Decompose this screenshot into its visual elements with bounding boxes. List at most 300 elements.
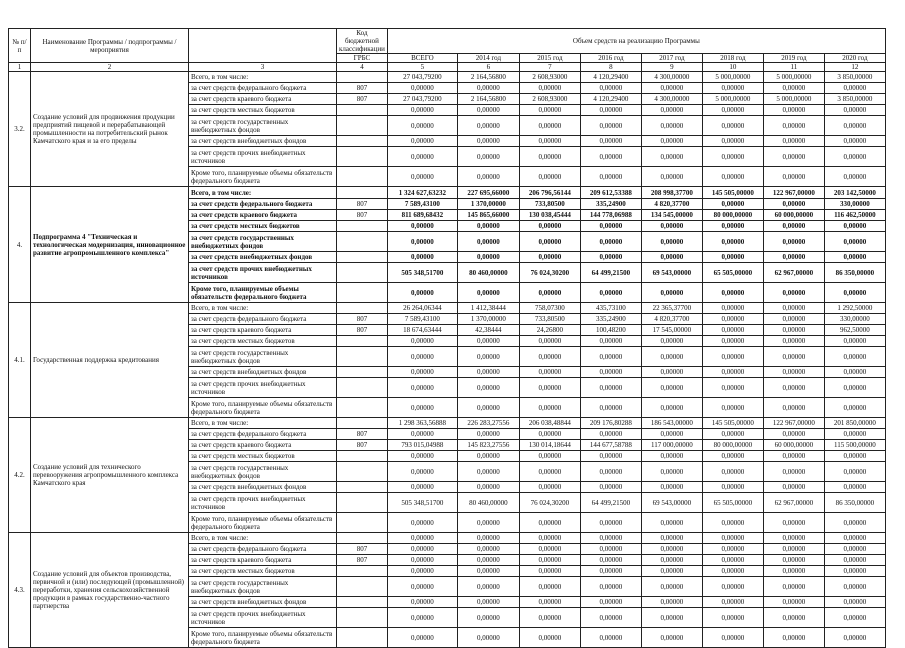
amount-cell: 1 370,00000 [457, 314, 519, 325]
amount-cell: 0,00000 [763, 482, 824, 493]
amount-cell: 0,00000 [387, 482, 457, 493]
budget-table [8, 28, 886, 648]
amount-cell: 0,00000 [580, 398, 641, 418]
funding-source-label: за счет средств местных бюджетов [189, 336, 337, 347]
amount-cell: 0,00000 [457, 147, 519, 167]
amount-cell: 0,00000 [519, 232, 580, 252]
amount-cell: 0,00000 [702, 147, 763, 167]
funding-source-label: за счет средств краевого бюджета [189, 210, 337, 221]
amount-cell: 2 608,93000 [519, 94, 580, 105]
amount-cell: 1 412,38444 [457, 303, 519, 314]
amount-cell: 0,00000 [457, 252, 519, 263]
amount-cell: 1 298 363,56888 [387, 418, 457, 429]
col-number: 8 [580, 63, 641, 72]
amount-cell: 0,00000 [387, 513, 457, 533]
col-number: 2 [31, 63, 189, 72]
amount-cell: 0,00000 [824, 451, 885, 462]
table-row [9, 303, 886, 314]
header-col-money: Объем средств на реализацию Программы [387, 29, 885, 54]
amount-cell: 0,00000 [580, 482, 641, 493]
funding-source-label: за счет средств внебюджетных фондов [189, 136, 337, 147]
amount-cell: 0,00000 [519, 116, 580, 136]
amount-cell: 0,00000 [763, 83, 824, 94]
amount-cell: 0,00000 [641, 116, 702, 136]
amount-cell: 0,00000 [457, 221, 519, 232]
amount-cell: 3 850,00000 [824, 94, 885, 105]
amount-cell: 0,00000 [387, 533, 457, 544]
funding-source-label: за счет средств государственных внебюджетных фондов [189, 347, 337, 367]
amount-cell: 0,00000 [387, 232, 457, 252]
amount-cell: 76 024,30200 [519, 263, 580, 283]
amount-cell: 0,00000 [457, 451, 519, 462]
amount-cell: 0,00000 [763, 628, 824, 648]
grbs-code [337, 513, 388, 533]
amount-cell: 0,00000 [457, 608, 519, 628]
amount-cell: 0,00000 [387, 336, 457, 347]
grbs-code [337, 577, 388, 597]
amount-cell: 0,00000 [702, 167, 763, 187]
amount-cell: 42,38444 [457, 325, 519, 336]
amount-cell: 0,00000 [580, 429, 641, 440]
amount-cell: 0,00000 [457, 544, 519, 555]
funding-source-label: Кроме того, планируемые объемы обязательств федерального бюджета [189, 283, 337, 303]
amount-cell: 0,00000 [824, 597, 885, 608]
measure-number: 4.1. [9, 303, 31, 418]
header-year: 2020 год [824, 54, 885, 63]
funding-source-label: за счет средств краевого бюджета [189, 94, 337, 105]
amount-cell: 209 612,53388 [580, 187, 641, 199]
header-row-1 [9, 29, 886, 54]
grbs-code [337, 187, 388, 199]
amount-cell: 5 000,00000 [702, 94, 763, 105]
grbs-code [337, 232, 388, 252]
amount-cell: 0,00000 [763, 398, 824, 418]
amount-cell: 0,00000 [457, 429, 519, 440]
amount-cell: 0,00000 [763, 555, 824, 566]
header-year: 2015 год [519, 54, 580, 63]
amount-cell: 0,00000 [457, 136, 519, 147]
grbs-code [337, 303, 388, 314]
funding-source-label: за счет средств краевого бюджета [189, 440, 337, 451]
amount-cell: 0,00000 [387, 378, 457, 398]
funding-source-label: Всего, в том числе: [189, 418, 337, 429]
amount-cell: 0,00000 [519, 147, 580, 167]
amount-cell: 0,00000 [763, 199, 824, 210]
amount-cell: 0,00000 [519, 451, 580, 462]
amount-cell: 0,00000 [519, 544, 580, 555]
amount-cell: 0,00000 [457, 628, 519, 648]
amount-cell: 0,00000 [580, 336, 641, 347]
grbs-code: 807 [337, 555, 388, 566]
amount-cell: 208 998,37700 [641, 187, 702, 199]
amount-cell: 62 967,00000 [763, 263, 824, 283]
amount-cell: 0,00000 [580, 608, 641, 628]
funding-source-label: за счет средств краевого бюджета [189, 555, 337, 566]
amount-cell: 0,00000 [519, 378, 580, 398]
amount-cell: 330,00000 [824, 199, 885, 210]
amount-cell: 0,00000 [457, 462, 519, 482]
measure-name: Подпрограмма 4 "Техническая и технологическая модернизация, инновационное развитие агропромышленного комплекса" [31, 187, 189, 303]
grbs-code [337, 105, 388, 116]
amount-cell: 0,00000 [387, 577, 457, 597]
amount-cell: 0,00000 [580, 347, 641, 367]
amount-cell: 0,00000 [763, 105, 824, 116]
amount-cell: 60 000,00000 [763, 440, 824, 451]
grbs-code: 807 [337, 314, 388, 325]
grbs-code: 807 [337, 199, 388, 210]
grbs-code [337, 378, 388, 398]
funding-source-label: за счет средств прочих внебюджетных источников [189, 493, 337, 513]
amount-cell: 64 499,21500 [580, 493, 641, 513]
amount-cell: 733,80500 [519, 314, 580, 325]
amount-cell: 0,00000 [763, 577, 824, 597]
amount-cell: 62 967,00000 [763, 493, 824, 513]
amount-cell: 0,00000 [519, 429, 580, 440]
amount-cell: 86 350,00000 [824, 263, 885, 283]
amount-cell: 4 120,29400 [580, 72, 641, 83]
amount-cell: 0,00000 [824, 147, 885, 167]
grbs-code [337, 418, 388, 429]
amount-cell: 24,26800 [519, 325, 580, 336]
amount-cell: 80 460,00000 [457, 263, 519, 283]
amount-cell: 0,00000 [824, 378, 885, 398]
funding-source-label: за счет средств внебюджетных фондов [189, 482, 337, 493]
amount-cell: 144 677,58788 [580, 440, 641, 451]
amount-cell: 0,00000 [702, 347, 763, 367]
funding-source-label: Кроме того, планируемые объемы обязательств федерального бюджета [189, 167, 337, 187]
amount-cell: 0,00000 [519, 608, 580, 628]
funding-source-label: за счет средств прочих внебюджетных источников [189, 147, 337, 167]
amount-cell: 0,00000 [457, 105, 519, 116]
amount-cell: 65 505,00000 [702, 493, 763, 513]
amount-cell: 0,00000 [641, 462, 702, 482]
amount-cell: 0,00000 [519, 482, 580, 493]
amount-cell: 80 000,00000 [702, 440, 763, 451]
amount-cell: 0,00000 [824, 367, 885, 378]
amount-cell: 0,00000 [387, 347, 457, 367]
amount-cell: 86 350,00000 [824, 493, 885, 513]
amount-cell: 60 000,00000 [763, 210, 824, 221]
amount-cell: 0,00000 [763, 566, 824, 577]
amount-cell: 0,00000 [702, 462, 763, 482]
amount-cell: 0,00000 [763, 608, 824, 628]
amount-cell: 0,00000 [763, 451, 824, 462]
amount-cell: 0,00000 [457, 566, 519, 577]
grbs-code [337, 167, 388, 187]
amount-cell: 22 365,37700 [641, 303, 702, 314]
col-number: 3 [189, 63, 337, 72]
amount-cell: 0,00000 [763, 167, 824, 187]
funding-source-label: Всего, в том числе: [189, 533, 337, 544]
grbs-code [337, 451, 388, 462]
amount-cell: 122 967,00000 [763, 187, 824, 199]
amount-cell: 5 000,00000 [702, 72, 763, 83]
amount-cell: 0,00000 [641, 597, 702, 608]
amount-cell: 0,00000 [641, 628, 702, 648]
amount-cell: 0,00000 [702, 252, 763, 263]
grbs-code: 807 [337, 429, 388, 440]
header-numbering-row [9, 63, 886, 72]
amount-cell: 3 850,00000 [824, 72, 885, 83]
amount-cell: 0,00000 [519, 533, 580, 544]
grbs-code [337, 283, 388, 303]
amount-cell: 0,00000 [641, 482, 702, 493]
amount-cell: 0,00000 [641, 429, 702, 440]
amount-cell: 793 015,04988 [387, 440, 457, 451]
amount-cell: 0,00000 [580, 367, 641, 378]
amount-cell: 209 176,80288 [580, 418, 641, 429]
amount-cell: 0,00000 [702, 303, 763, 314]
table-row [9, 187, 886, 199]
amount-cell: 0,00000 [641, 608, 702, 628]
amount-cell: 0,00000 [387, 608, 457, 628]
funding-source-label: за счет средств прочих внебюджетных источников [189, 263, 337, 283]
amount-cell: 80 000,00000 [702, 210, 763, 221]
amount-cell: 0,00000 [519, 347, 580, 367]
amount-cell: 0,00000 [641, 367, 702, 378]
amount-cell: 0,00000 [641, 147, 702, 167]
budget-sheet [8, 28, 886, 648]
amount-cell: 0,00000 [641, 336, 702, 347]
grbs-code [337, 336, 388, 347]
header-year: 2019 год [763, 54, 824, 63]
grbs-code: 807 [337, 544, 388, 555]
grbs-code [337, 566, 388, 577]
amount-cell: 0,00000 [824, 577, 885, 597]
measure-number: 3.2. [9, 72, 31, 187]
grbs-code [337, 367, 388, 378]
amount-cell: 0,00000 [457, 83, 519, 94]
amount-cell: 505 348,51700 [387, 263, 457, 283]
amount-cell: 100,48200 [580, 325, 641, 336]
amount-cell: 0,00000 [387, 147, 457, 167]
grbs-code [337, 147, 388, 167]
amount-cell: 0,00000 [387, 628, 457, 648]
amount-cell: 0,00000 [519, 105, 580, 116]
amount-cell: 0,00000 [702, 566, 763, 577]
amount-cell: 0,00000 [702, 199, 763, 210]
amount-cell: 0,00000 [519, 398, 580, 418]
amount-cell: 0,00000 [457, 482, 519, 493]
amount-cell: 0,00000 [387, 451, 457, 462]
grbs-code [337, 482, 388, 493]
amount-cell: 962,50000 [824, 325, 885, 336]
table-row [9, 533, 886, 544]
amount-cell: 0,00000 [457, 398, 519, 418]
funding-source-label: за счет средств федерального бюджета [189, 314, 337, 325]
amount-cell: 0,00000 [824, 167, 885, 187]
amount-cell: 0,00000 [641, 451, 702, 462]
amount-cell: 0,00000 [519, 167, 580, 187]
amount-cell: 4 820,37700 [641, 199, 702, 210]
amount-cell: 0,00000 [387, 221, 457, 232]
amount-cell: 130 014,18644 [519, 440, 580, 451]
header-col-name: Наименование Программы / подпрограммы / мероприятия [31, 29, 189, 63]
grbs-code [337, 263, 388, 283]
amount-cell: 0,00000 [824, 513, 885, 533]
header-year: 2014 год [457, 54, 519, 63]
amount-cell: 0,00000 [702, 136, 763, 147]
amount-cell: 0,00000 [824, 398, 885, 418]
funding-source-label: за счет средств внебюджетных фондов [189, 597, 337, 608]
amount-cell: 0,00000 [641, 136, 702, 147]
amount-cell: 0,00000 [580, 451, 641, 462]
amount-cell: 69 543,00000 [641, 493, 702, 513]
amount-cell: 7 589,43100 [387, 314, 457, 325]
amount-cell: 145 505,00000 [702, 187, 763, 199]
measure-number: 4.3. [9, 533, 31, 648]
col-number: 9 [641, 63, 702, 72]
amount-cell: 0,00000 [763, 533, 824, 544]
table-row [9, 72, 886, 83]
amount-cell: 0,00000 [763, 232, 824, 252]
amount-cell: 0,00000 [580, 544, 641, 555]
amount-cell: 0,00000 [702, 429, 763, 440]
col-number: 6 [457, 63, 519, 72]
amount-cell: 0,00000 [457, 336, 519, 347]
funding-source-label: Всего, в том числе: [189, 187, 337, 199]
amount-cell: 0,00000 [641, 347, 702, 367]
amount-cell: 758,07300 [519, 303, 580, 314]
measure-number: 4.2. [9, 418, 31, 533]
amount-cell: 0,00000 [457, 597, 519, 608]
amount-cell: 0,00000 [824, 232, 885, 252]
amount-cell: 0,00000 [580, 147, 641, 167]
amount-cell: 0,00000 [641, 167, 702, 187]
amount-cell: 0,00000 [702, 105, 763, 116]
amount-cell: 0,00000 [824, 544, 885, 555]
amount-cell: 0,00000 [387, 105, 457, 116]
funding-source-label: за счет средств местных бюджетов [189, 451, 337, 462]
amount-cell: 0,00000 [763, 513, 824, 533]
amount-cell: 0,00000 [702, 533, 763, 544]
amount-cell: 0,00000 [641, 533, 702, 544]
amount-cell: 27 043,79200 [387, 72, 457, 83]
amount-cell: 0,00000 [580, 221, 641, 232]
amount-cell: 0,00000 [763, 597, 824, 608]
col-number: 12 [824, 63, 885, 72]
grbs-code: 807 [337, 325, 388, 336]
amount-cell: 0,00000 [387, 555, 457, 566]
amount-cell: 0,00000 [457, 167, 519, 187]
funding-source-label: за счет средств прочих внебюджетных источников [189, 608, 337, 628]
amount-cell: 0,00000 [457, 513, 519, 533]
amount-cell: 117 000,00000 [641, 440, 702, 451]
amount-cell: 0,00000 [824, 83, 885, 94]
amount-cell: 335,24900 [580, 314, 641, 325]
amount-cell: 4 820,37700 [641, 314, 702, 325]
amount-cell: 0,00000 [824, 462, 885, 482]
amount-cell: 18 674,63444 [387, 325, 457, 336]
amount-cell: 0,00000 [763, 462, 824, 482]
amount-cell: 80 460,00000 [457, 493, 519, 513]
amount-cell: 0,00000 [580, 513, 641, 533]
funding-source-label: за счет средств местных бюджетов [189, 221, 337, 232]
header-year: ВСЕГО [387, 54, 457, 63]
amount-cell: 4 120,29400 [580, 94, 641, 105]
amount-cell: 733,80500 [519, 199, 580, 210]
amount-cell: 0,00000 [580, 136, 641, 147]
amount-cell: 0,00000 [519, 221, 580, 232]
amount-cell: 2 164,56800 [457, 72, 519, 83]
amount-cell: 0,00000 [702, 544, 763, 555]
amount-cell: 0,00000 [641, 378, 702, 398]
col-number: 10 [702, 63, 763, 72]
amount-cell: 122 967,00000 [763, 418, 824, 429]
amount-cell: 0,00000 [824, 482, 885, 493]
header-year: 2017 год [641, 54, 702, 63]
amount-cell: 0,00000 [702, 378, 763, 398]
funding-source-label: за счет средств федерального бюджета [189, 199, 337, 210]
header-col-grbs: ГРБС [337, 54, 388, 63]
amount-cell: 0,00000 [824, 105, 885, 116]
funding-source-label: за счет средств краевого бюджета [189, 325, 337, 336]
amount-cell: 144 778,06988 [580, 210, 641, 221]
amount-cell: 0,00000 [702, 597, 763, 608]
amount-cell: 0,00000 [763, 336, 824, 347]
table-body [9, 72, 886, 648]
amount-cell: 811 689,68432 [387, 210, 457, 221]
amount-cell: 0,00000 [641, 83, 702, 94]
amount-cell: 17 545,00000 [641, 325, 702, 336]
grbs-code [337, 493, 388, 513]
amount-cell: 0,00000 [702, 325, 763, 336]
amount-cell: 2 164,56800 [457, 94, 519, 105]
amount-cell: 0,00000 [519, 83, 580, 94]
amount-cell: 0,00000 [519, 555, 580, 566]
amount-cell: 0,00000 [763, 544, 824, 555]
amount-cell: 2 608,93000 [519, 72, 580, 83]
amount-cell: 0,00000 [457, 116, 519, 136]
amount-cell: 0,00000 [387, 398, 457, 418]
amount-cell: 0,00000 [387, 429, 457, 440]
amount-cell: 0,00000 [702, 577, 763, 597]
amount-cell: 0,00000 [580, 116, 641, 136]
amount-cell: 201 850,00000 [824, 418, 885, 429]
amount-cell: 0,00000 [580, 378, 641, 398]
amount-cell: 0,00000 [824, 347, 885, 367]
amount-cell: 0,00000 [824, 429, 885, 440]
col-number: 5 [387, 63, 457, 72]
amount-cell: 0,00000 [641, 544, 702, 555]
amount-cell: 0,00000 [580, 283, 641, 303]
amount-cell: 4 300,00000 [641, 72, 702, 83]
amount-cell: 335,24900 [580, 199, 641, 210]
amount-cell: 505 348,51700 [387, 493, 457, 513]
amount-cell: 0,00000 [580, 232, 641, 252]
amount-cell: 0,00000 [457, 533, 519, 544]
amount-cell: 0,00000 [387, 462, 457, 482]
amount-cell: 0,00000 [824, 252, 885, 263]
amount-cell: 1 324 627,63232 [387, 187, 457, 199]
amount-cell: 0,00000 [824, 221, 885, 232]
amount-cell: 0,00000 [641, 555, 702, 566]
col-number: 7 [519, 63, 580, 72]
amount-cell: 130 038,45444 [519, 210, 580, 221]
amount-cell: 0,00000 [519, 628, 580, 648]
grbs-code [337, 221, 388, 232]
amount-cell: 0,00000 [457, 577, 519, 597]
amount-cell: 226 283,27556 [457, 418, 519, 429]
amount-cell: 0,00000 [824, 608, 885, 628]
amount-cell: 0,00000 [702, 221, 763, 232]
amount-cell: 0,00000 [519, 566, 580, 577]
header-col-no: № п/п [9, 29, 31, 63]
amount-cell: 0,00000 [519, 336, 580, 347]
grbs-code [337, 597, 388, 608]
measure-number: 4. [9, 187, 31, 303]
funding-source-label: за счет средств государственных внебюджетных фондов [189, 116, 337, 136]
